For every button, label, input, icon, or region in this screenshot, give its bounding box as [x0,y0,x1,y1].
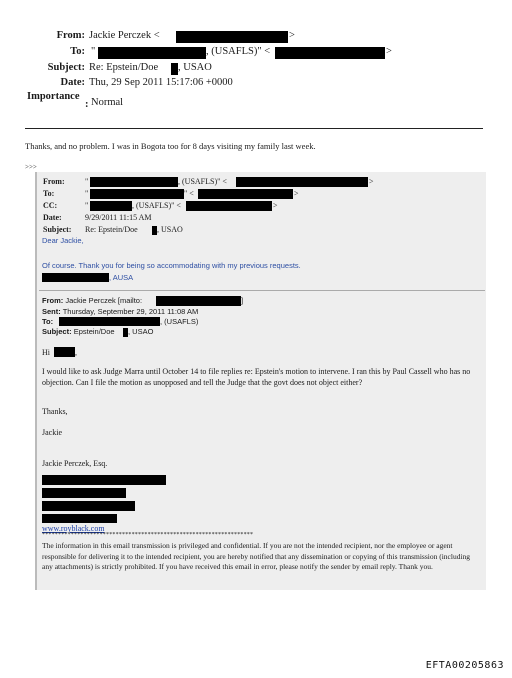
redaction-block [198,189,293,199]
redaction-block [275,47,385,59]
redaction-block [54,347,75,357]
redaction-block [59,317,160,326]
redaction-block [186,201,272,211]
q2-body: I would like to ask Judge Marra until October 14 to file replies re: Epstein's motion to intervene. I ran this by Paul Cassell who has no objection. Can I file the motion as unopposed and tell the Judge that the govt does not object either? [42,367,471,387]
q1-to-label: To: [43,189,55,198]
q1-to-end: > [294,189,299,198]
q1-signature: , AUSA [109,273,134,282]
importance-value: Normal [91,97,124,108]
redaction-block [236,177,368,187]
q2-sig-name: Jackie Perczek, Esq. [42,459,108,468]
q1-cc-quote: " [85,201,89,210]
q1-date-label: Date: [43,213,62,222]
q1-cc-end: > [273,201,278,210]
q1-body: Of course. Thank you for being so accommodating with my previous requests. [42,261,301,270]
q2-sent-label: Sent: [42,307,61,316]
q1-from-mid: , (USAFLS)" < [178,177,227,186]
q2-thanks: Thanks, [42,407,68,416]
from-end: > [289,30,295,41]
to-label: To: [70,46,85,57]
q1-from-quote: " [85,177,89,186]
q2-subject-row [42,327,115,336]
redaction-block [171,63,178,75]
q1-to-quote: " [85,189,89,198]
website-link[interactable]: www.royblack.com [42,524,105,533]
redaction-block [176,31,288,43]
redaction-block [42,475,166,485]
q2-subject-label: Subject: [42,327,72,336]
redaction-block [156,296,244,306]
subject-label: Subject: [47,62,85,73]
importance-colon: : [85,99,89,110]
disclaimer: The information in this email transmission is privileged and confidential. If you are not the intended recipient, nor the employee or agent responsible for delivering it to the intended recipient, you are hereby notified that any dissemination or copying of this transmission (including any attachments) is strictly prohibited. If you have received this email in error, please notify the sender by email reply. Thank you. [42,541,471,571]
q2-sent-value: Thursday, September 29, 2011 11:08 AM [62,307,199,316]
q2-greeting: Hi [42,348,50,357]
date-label: Date: [60,77,85,88]
q2-from-label: From: [42,296,64,305]
date-value: Thu, 29 Sep 2011 15:17:06 +0000 [89,77,233,88]
redaction-block [42,501,135,511]
asterisk-separator: ****************************************************************** [42,532,254,538]
q2-subject-pre: Epstein/Doe [73,327,115,336]
q1-subject-label: Subject: [43,225,72,234]
q1-subject-post: , USAO [157,225,183,234]
reply-text: Thanks, and no problem. I was in Bogota too for 8 days visiting my family last week. [25,141,316,151]
redaction-block [90,189,184,199]
q2-name: Jackie [42,428,62,437]
email-header [0,0,512,115]
q2-from-value: Jackie Perczek [mailto: [65,296,143,305]
to-end: > [386,46,392,57]
q2-sent-row [42,307,198,316]
q2-from-end: ] [241,296,244,305]
from-label: From: [56,30,85,41]
from-value: Jackie Perczek < [89,30,160,41]
redaction-block [98,47,206,59]
q1-greeting: Dear Jackie, [42,236,84,245]
importance-label: Importance [27,91,80,102]
q1-cc-mid: , (USAFLS)" < [132,201,181,210]
subject-post: , USAO [178,62,212,73]
q1-to-mid: " < [184,189,194,198]
subject-pre: Re: Epstein/Doe [89,62,159,73]
quote-divider [39,290,485,291]
redaction-block [42,273,109,282]
redaction-block [90,177,178,187]
bates-number: EFTA00205863 [425,660,504,671]
q2-to-label: To: [42,317,54,326]
q2-subject-post: , USAO [128,327,154,336]
q1-date-value: 9/29/2011 11:15 AM [85,213,152,222]
to-quote: " [91,46,96,57]
q2-to-value: , (USAFLS) [160,317,199,326]
redaction-block [42,514,117,523]
header-divider [25,128,483,129]
q1-subject-pre: Re: Epstein/Doe [85,225,138,234]
quote-marker: >>> [25,163,37,171]
q1-cc-label: CC: [43,201,58,210]
q1-from-end: > [369,177,374,186]
redaction-block [90,201,132,211]
q2-greeting-end: , [75,348,77,357]
q1-from-label: From: [43,177,65,186]
q2-from-row [42,296,142,305]
redaction-block [42,488,126,498]
to-mid: , (USAFLS)" < [206,46,271,57]
